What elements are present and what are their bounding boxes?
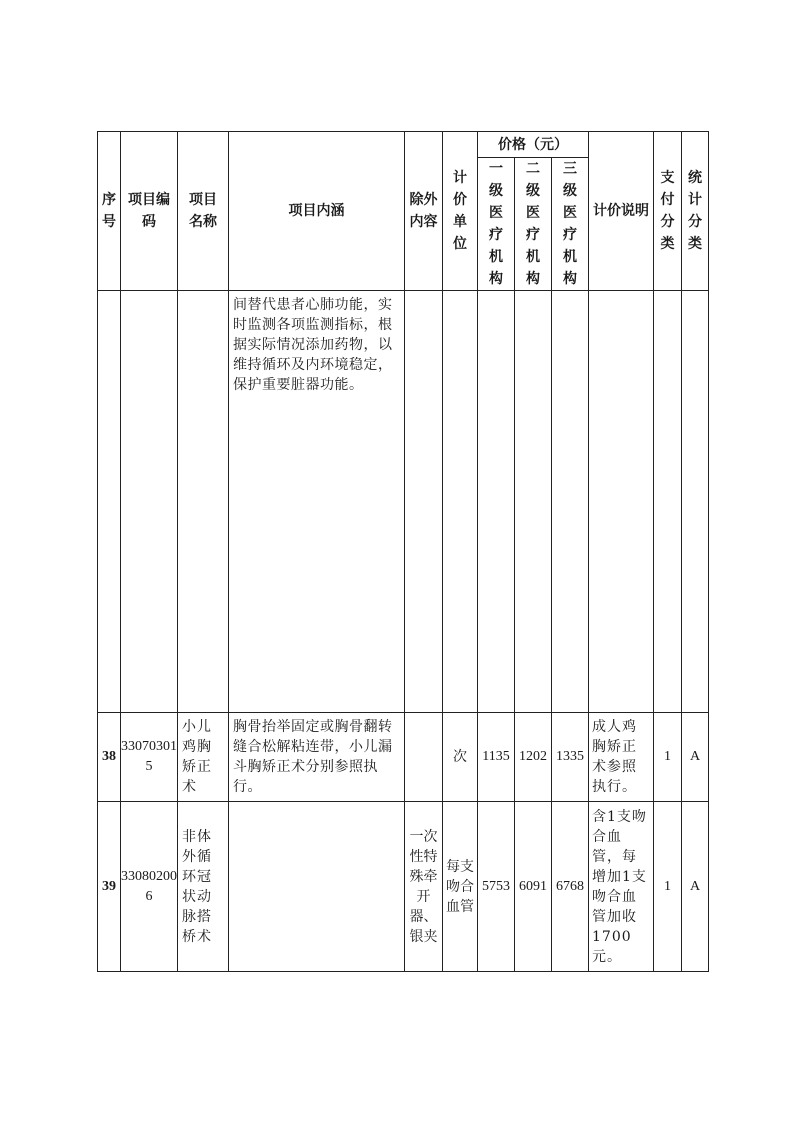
- cell-empty: [589, 291, 654, 713]
- header-price-group: 价格（元）: [478, 132, 589, 158]
- row-stats: A: [682, 713, 709, 802]
- row-unit: 每支吻合血管: [443, 802, 478, 972]
- row-code: 330802006: [121, 802, 178, 972]
- header-pricing-note: 计价说明: [589, 132, 654, 291]
- cell-empty: [682, 291, 709, 713]
- header-payment: 支付分类: [654, 132, 682, 291]
- header-name: 项目名称: [178, 132, 229, 291]
- row-level2-price: 6091: [515, 802, 552, 972]
- header-unit: 计价单位: [443, 132, 478, 291]
- row-exclude: [405, 713, 443, 802]
- cell-empty: [552, 291, 589, 713]
- header-exclude: 除外内容: [405, 132, 443, 291]
- table-row: [98, 713, 709, 802]
- header-level1: 一级医疗机构: [478, 158, 515, 291]
- row-content: [229, 802, 405, 972]
- row-level3-price: 1335: [552, 713, 589, 802]
- row-payment: 1: [654, 713, 682, 802]
- header-seq: 序号: [98, 132, 121, 291]
- header-level3: 三级医疗机构: [552, 158, 589, 291]
- row-unit: 次: [443, 713, 478, 802]
- row-seq: 38: [98, 713, 121, 802]
- row-content: 胸骨抬举固定或胸骨翻转缝合松解粘连带，小儿漏斗胸矫正术分别参照执行。: [229, 713, 405, 802]
- cell-empty: [405, 291, 443, 713]
- row-name: 非体外循环冠状动脉搭桥术: [178, 802, 229, 972]
- cell-empty: [178, 291, 229, 713]
- cell-empty: [121, 291, 178, 713]
- row-pricing-note: 含1支吻合血管，每增加1支吻合血管加收1700元。: [589, 802, 654, 972]
- table-row: [98, 802, 709, 972]
- row-exclude: 一次性特殊牵开器、银夹: [405, 802, 443, 972]
- header-level2: 二级医疗机构: [515, 158, 552, 291]
- header-stats: 统计分类: [682, 132, 709, 291]
- row-level1-price: 1135: [478, 713, 515, 802]
- row-level1-price: 5753: [478, 802, 515, 972]
- row-level2-price: 1202: [515, 713, 552, 802]
- row-level3-price: 6768: [552, 802, 589, 972]
- header-content: 项目内涵: [229, 132, 405, 291]
- cell-empty: [98, 291, 121, 713]
- cell-empty: [654, 291, 682, 713]
- cell-empty: [515, 291, 552, 713]
- row-code: 330703015: [121, 713, 178, 802]
- row-pricing-note: 成人鸡胸矫正术参照执行。: [589, 713, 654, 802]
- row-name: 小儿鸡胸矫正术: [178, 713, 229, 802]
- row-payment: 1: [654, 802, 682, 972]
- cell-empty: [478, 291, 515, 713]
- header-code: 项目编码: [121, 132, 178, 291]
- header-row-1: [98, 132, 709, 158]
- continuation-row: [98, 291, 709, 713]
- row-stats: A: [682, 802, 709, 972]
- continuation-content: 间替代患者心肺功能，实时监测各项监测指标，根据实际情况添加药物，以维持循环及内环境稳定，保护重要脏器功能。: [229, 291, 405, 713]
- price-table: [97, 131, 709, 972]
- cell-empty: [443, 291, 478, 713]
- row-seq: 39: [98, 802, 121, 972]
